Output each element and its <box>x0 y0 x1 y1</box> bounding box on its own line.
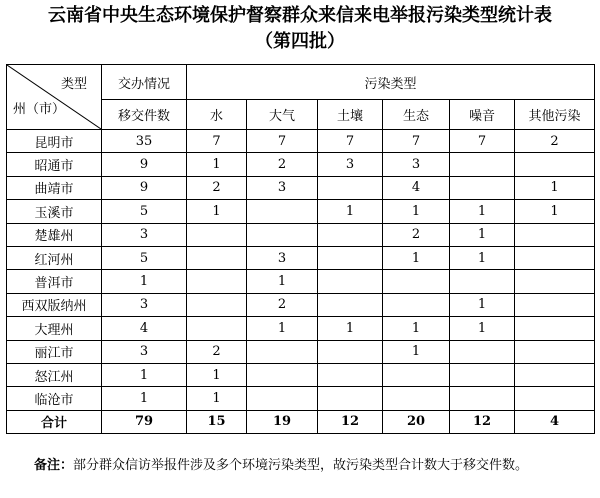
value-cell <box>187 223 247 246</box>
value-cell: 1 <box>450 223 515 246</box>
table-row <box>7 200 595 223</box>
value-cell <box>187 270 247 293</box>
region-cell: 红河州 <box>7 246 102 269</box>
value-cell: 5 <box>102 246 187 269</box>
value-cell: 1 <box>247 317 318 340</box>
value-cell: 1 <box>318 317 383 340</box>
value-cell: 3 <box>247 176 318 199</box>
value-cell <box>187 246 247 269</box>
value-cell <box>515 363 595 386</box>
table-body <box>7 65 595 434</box>
value-cell <box>515 293 595 316</box>
region-cell: 临沧市 <box>7 387 102 410</box>
corner-label-region: 州（市） <box>13 102 66 117</box>
value-cell <box>515 317 595 340</box>
total-cell: 12 <box>318 410 383 433</box>
value-cell: 1 <box>383 317 450 340</box>
column-header: 噪音 <box>450 100 515 130</box>
region-cell: 丽江市 <box>7 340 102 363</box>
value-cell <box>318 340 383 363</box>
value-cell <box>515 223 595 246</box>
value-cell: 2 <box>187 176 247 199</box>
value-cell: 7 <box>450 130 515 153</box>
value-cell <box>450 176 515 199</box>
table-row <box>7 363 595 386</box>
value-cell <box>247 363 318 386</box>
column-header: 生态 <box>383 100 450 130</box>
column-header: 移交件数 <box>102 100 187 130</box>
value-cell: 1 <box>187 200 247 223</box>
value-cell <box>247 387 318 410</box>
region-cell: 大理州 <box>7 317 102 340</box>
value-cell <box>383 387 450 410</box>
diagonal-header-cell <box>7 65 102 130</box>
column-header: 大气 <box>247 100 318 130</box>
value-cell <box>515 246 595 269</box>
table-row <box>7 176 595 199</box>
value-cell: 1 <box>102 363 187 386</box>
table-row <box>7 246 595 269</box>
total-cell: 4 <box>515 410 595 433</box>
value-cell <box>515 153 595 176</box>
value-cell: 7 <box>247 130 318 153</box>
value-cell: 2 <box>247 293 318 316</box>
region-cell: 怒江州 <box>7 363 102 386</box>
header-row-groups <box>7 65 595 100</box>
value-cell <box>383 270 450 293</box>
value-cell <box>247 223 318 246</box>
value-cell <box>515 387 595 410</box>
region-cell: 玉溪市 <box>7 200 102 223</box>
value-cell <box>187 293 247 316</box>
value-cell: 1 <box>515 176 595 199</box>
value-cell: 1 <box>450 246 515 269</box>
value-cell: 1 <box>247 270 318 293</box>
group-header-handover: 交办情况 <box>102 65 187 100</box>
footnote <box>8 456 594 476</box>
value-cell: 1 <box>383 246 450 269</box>
value-cell <box>450 363 515 386</box>
region-cell: 西双版纳州 <box>7 293 102 316</box>
value-cell: 1 <box>515 200 595 223</box>
total-cell: 12 <box>450 410 515 433</box>
value-cell: 7 <box>187 130 247 153</box>
value-cell: 1 <box>187 363 247 386</box>
column-header: 其他污染 <box>515 100 595 130</box>
value-cell: 4 <box>383 176 450 199</box>
value-cell <box>318 387 383 410</box>
value-cell <box>318 246 383 269</box>
value-cell: 1 <box>187 153 247 176</box>
table-title: 云南省中央生态环境保护督察群众来信来电举报污染类型统计表 <box>48 5 552 26</box>
column-header: 水 <box>187 100 247 130</box>
value-cell <box>187 317 247 340</box>
value-cell: 3 <box>102 223 187 246</box>
total-label: 合计 <box>7 410 102 433</box>
value-cell: 1 <box>102 387 187 410</box>
value-cell: 1 <box>450 293 515 316</box>
value-cell <box>318 176 383 199</box>
value-cell: 9 <box>102 153 187 176</box>
column-header: 土壤 <box>318 100 383 130</box>
table-row <box>7 293 595 316</box>
footnote-label: 备注： <box>34 458 74 473</box>
value-cell: 3 <box>247 246 318 269</box>
value-cell: 2 <box>383 223 450 246</box>
corner-label-type: 类型 <box>60 77 87 92</box>
value-cell: 7 <box>383 130 450 153</box>
value-cell <box>318 363 383 386</box>
table-row <box>7 130 595 153</box>
value-cell: 35 <box>102 130 187 153</box>
value-cell: 1 <box>187 387 247 410</box>
table-row <box>7 270 595 293</box>
value-cell: 2 <box>187 340 247 363</box>
value-cell: 1 <box>450 317 515 340</box>
value-cell: 1 <box>102 270 187 293</box>
value-cell <box>383 293 450 316</box>
value-cell: 2 <box>515 130 595 153</box>
table-row <box>7 340 595 363</box>
value-cell <box>247 200 318 223</box>
value-cell <box>318 270 383 293</box>
value-cell: 3 <box>102 293 187 316</box>
value-cell <box>383 363 450 386</box>
value-cell: 2 <box>247 153 318 176</box>
value-cell <box>450 153 515 176</box>
value-cell: 1 <box>383 340 450 363</box>
total-row <box>7 410 595 433</box>
value-cell: 1 <box>450 200 515 223</box>
total-cell: 19 <box>247 410 318 433</box>
footnote-text: 部分群众信访举报件涉及多个环境污染类型，故污染类型合计数大于移交件数。 <box>73 458 529 473</box>
value-cell: 7 <box>318 130 383 153</box>
total-cell: 20 <box>383 410 450 433</box>
value-cell <box>450 270 515 293</box>
total-cell: 15 <box>187 410 247 433</box>
value-cell: 3 <box>383 153 450 176</box>
value-cell: 1 <box>318 200 383 223</box>
table-row <box>7 153 595 176</box>
region-cell: 楚雄州 <box>7 223 102 246</box>
value-cell <box>450 340 515 363</box>
value-cell <box>318 293 383 316</box>
statistics-table <box>6 64 595 434</box>
table-subtitle: （第四批） <box>255 31 345 52</box>
region-cell: 昆明市 <box>7 130 102 153</box>
value-cell <box>450 387 515 410</box>
value-cell <box>318 223 383 246</box>
value-cell <box>515 340 595 363</box>
value-cell: 9 <box>102 176 187 199</box>
value-cell: 4 <box>102 317 187 340</box>
value-cell <box>515 270 595 293</box>
total-cell: 79 <box>102 410 187 433</box>
region-cell: 昭通市 <box>7 153 102 176</box>
table-row <box>7 223 595 246</box>
value-cell: 3 <box>102 340 187 363</box>
group-header-pollution: 污染类型 <box>187 65 595 100</box>
value-cell: 5 <box>102 200 187 223</box>
value-cell: 3 <box>318 153 383 176</box>
value-cell <box>247 340 318 363</box>
value-cell: 1 <box>383 200 450 223</box>
region-cell: 普洱市 <box>7 270 102 293</box>
table-row <box>7 317 595 340</box>
region-cell: 曲靖市 <box>7 176 102 199</box>
table-row <box>7 387 595 410</box>
